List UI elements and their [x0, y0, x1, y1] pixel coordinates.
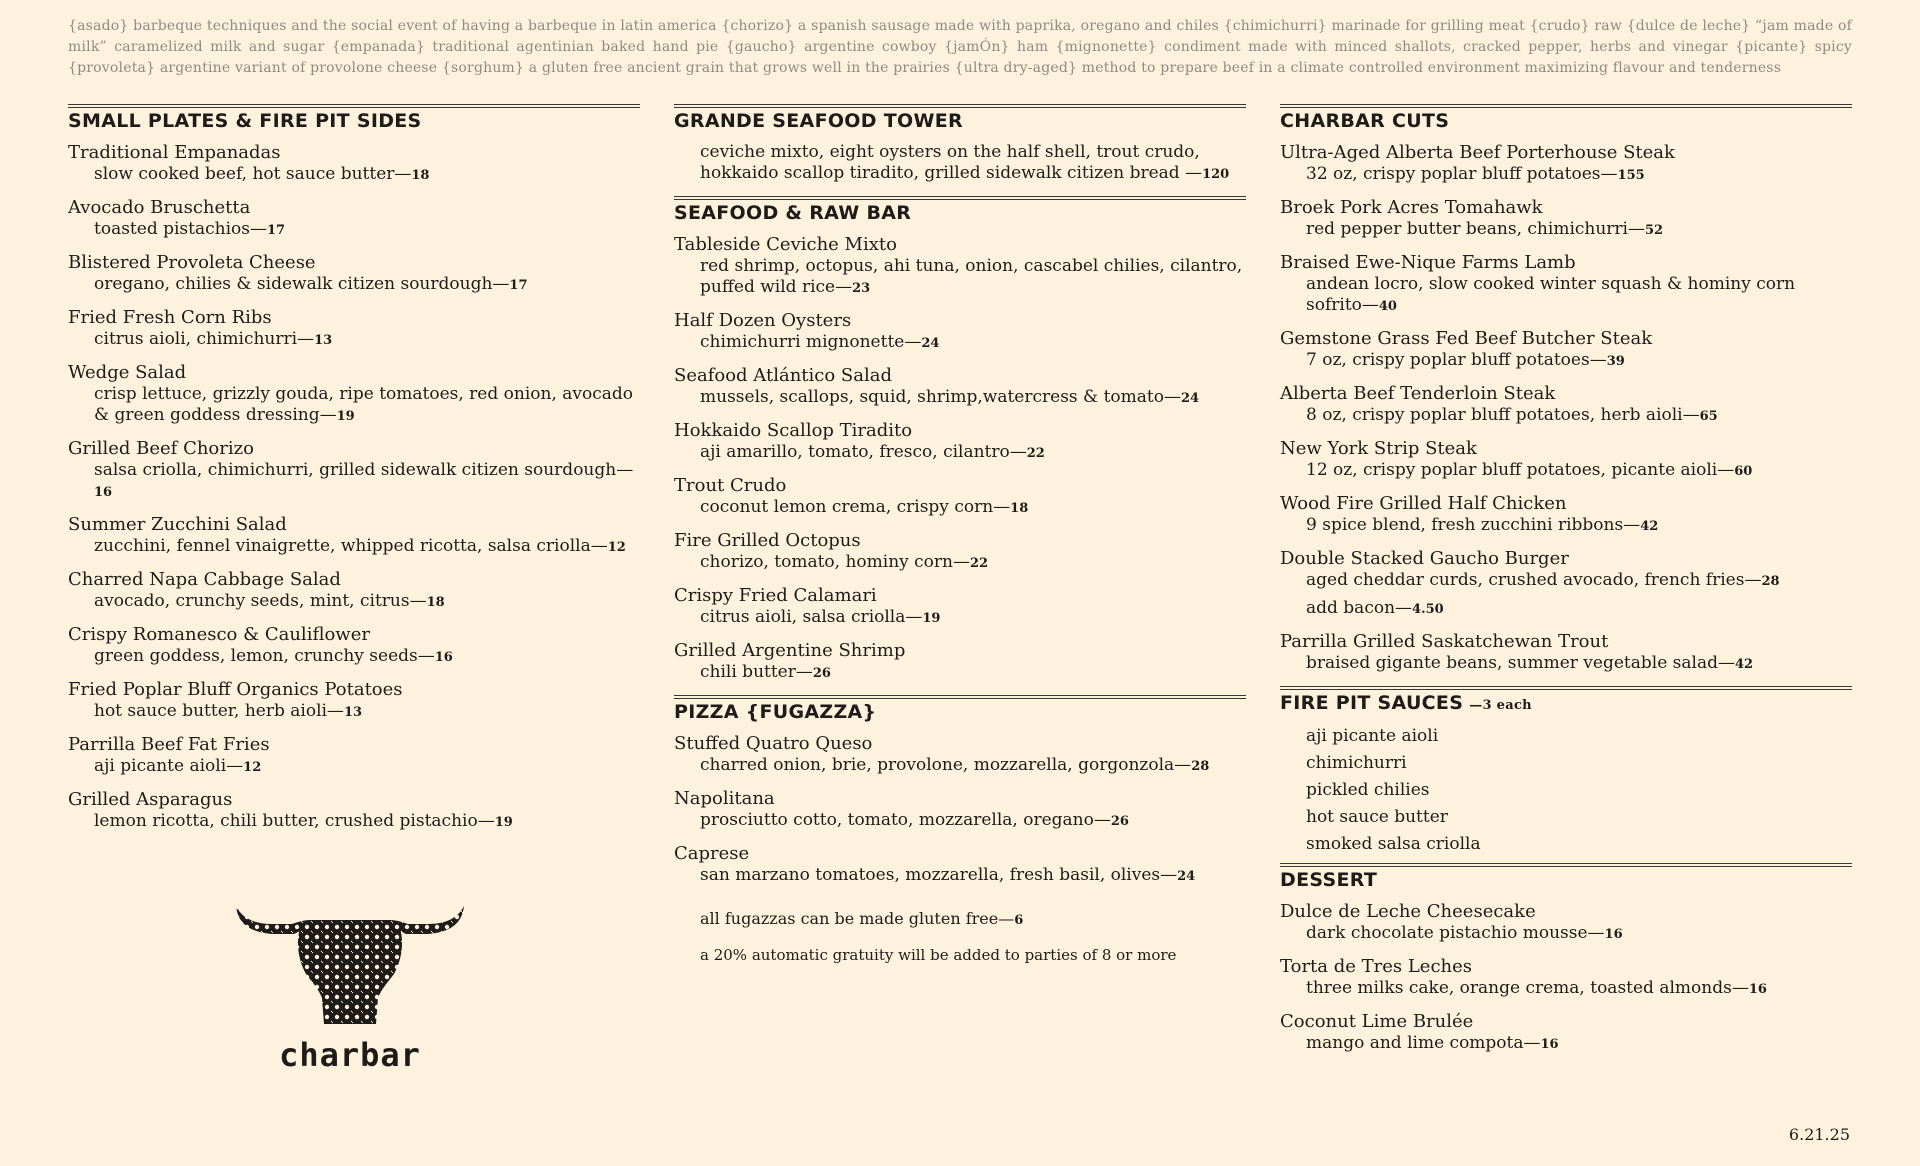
item-description: coconut lemon crema, crispy corn— — [700, 497, 1011, 517]
menu-item — [68, 514, 640, 558]
item-price: 16 — [94, 485, 113, 500]
gratuity-note: a 20% automatic gratuity will be added to parties of 8 or more — [700, 946, 1177, 964]
item-price: 16 — [1540, 1037, 1559, 1052]
menu-item — [674, 234, 1246, 299]
item-description: zucchini, fennel vinaigrette, whipped ricotta, salsa criolla— — [94, 536, 608, 556]
sauces-title-text: FIRE PIT SAUCES — [1280, 692, 1464, 714]
item-price: 16 — [434, 650, 453, 665]
item-description: 7 oz, crispy poplar bluff potatoes— — [1306, 350, 1607, 370]
item-name: Fried Fresh Corn Ribs — [68, 307, 272, 328]
item-extra: add bacon— — [1306, 598, 1413, 618]
section-title-charbar-cuts: CHARBAR CUTS — [1280, 104, 1852, 134]
item-name: Blistered Provoleta Cheese — [68, 252, 316, 273]
item-name: Charred Napa Cabbage Salad — [68, 569, 341, 590]
item-name: Wedge Salad — [68, 362, 187, 383]
menu-item — [674, 420, 1246, 464]
menu-item — [674, 843, 1246, 887]
item-name: Ultra-Aged Alberta Beef Porterhouse Steak — [1280, 142, 1675, 163]
menu-item — [68, 679, 640, 723]
item-name: Grilled Argentine Shrimp — [674, 640, 906, 661]
item-price: 42 — [1640, 519, 1659, 534]
sauce-item: smoked salsa criolla — [1306, 834, 1481, 854]
item-price: 24 — [1177, 869, 1196, 884]
item-price: 65 — [1699, 409, 1718, 424]
item-name: Fire Grilled Octopus — [674, 530, 861, 551]
item-description: 9 spice blend, fresh zucchini ribbons— — [1306, 515, 1641, 535]
menu-item — [674, 530, 1246, 574]
item-description: hot sauce butter, herb aioli— — [94, 701, 344, 721]
item-description: chili butter— — [700, 662, 813, 682]
column-small-plates — [68, 104, 640, 844]
item-name: Half Dozen Oysters — [674, 310, 852, 331]
item-price: 26 — [812, 666, 831, 681]
item-name: New York Strip Steak — [1280, 438, 1477, 459]
menu-item — [68, 142, 640, 186]
menu-item — [674, 788, 1246, 832]
item-description: andean locro, slow cooked winter squash & hominy corn sofrito— — [1306, 274, 1796, 315]
item-price: 22 — [1026, 446, 1045, 461]
item-price: 17 — [509, 278, 528, 293]
item-name: Trout Crudo — [674, 475, 787, 496]
item-price: 17 — [266, 223, 286, 238]
item-name: Crispy Romanesco & Cauliflower — [68, 624, 370, 645]
item-price: 24 — [921, 336, 940, 351]
item-description: chorizo, tomato, hominy corn— — [700, 552, 970, 572]
item-name: Wood Fire Grilled Half Chicken — [1280, 493, 1567, 514]
menu-item — [674, 310, 1246, 354]
menu-item — [68, 252, 640, 296]
item-description: avocado, crunchy seeds, mint, citrus— — [94, 591, 427, 611]
item-description: chimichurri mignonette— — [700, 332, 922, 352]
item-name: Stuffed Quatro Queso — [674, 733, 873, 754]
item-price: 120 — [1202, 167, 1230, 182]
item-description: charred onion, brie, provolone, mozzarella, gorgonzola— — [700, 755, 1192, 775]
section-title-seafood-tower: GRANDE SEAFOOD TOWER — [674, 104, 1246, 134]
cuts-list — [1280, 142, 1852, 675]
menu-item — [68, 569, 640, 613]
menu-item — [1280, 252, 1852, 317]
section-title-seafood-raw-bar: SEAFOOD & RAW BAR — [674, 196, 1246, 226]
item-description: aji amarillo, tomato, fresco, cilantro— — [700, 442, 1027, 462]
item-description: mussels, scallops, squid, shrimp,watercress & tomato— — [700, 387, 1181, 407]
item-name: Parrilla Beef Fat Fries — [68, 734, 270, 755]
item-price: 12 — [607, 540, 626, 555]
dessert-list — [1280, 901, 1852, 1055]
item-description: lemon ricotta, chili butter, crushed pistachio— — [94, 811, 495, 831]
seafood-tower-item — [674, 142, 1246, 185]
section-title-pizza: PIZZA {FUGAZZA} — [674, 695, 1246, 725]
item-name: Fried Poplar Bluff Organics Potatoes — [68, 679, 403, 700]
item-name: Grilled Beef Chorizo — [68, 438, 254, 459]
small-plates-list — [68, 142, 640, 833]
item-price: 52 — [1645, 223, 1664, 238]
logo-text: charbar — [279, 1036, 421, 1074]
item-price: 155 — [1617, 168, 1645, 183]
item-description: san marzano tomatoes, mozzarella, fresh basil, olives— — [700, 865, 1178, 885]
item-description: aged cheddar curds, crushed avocado, french fries— — [1306, 570, 1762, 590]
column-cuts — [1280, 104, 1852, 1066]
menu-item — [1280, 383, 1852, 427]
menu-item — [674, 365, 1246, 409]
item-price: 19 — [494, 815, 513, 830]
item-price: 24 — [1180, 391, 1200, 406]
item-price: 16 — [1604, 927, 1623, 942]
item-price: 22 — [970, 556, 989, 571]
menu-item — [674, 585, 1246, 629]
item-description: toasted pistachios— — [94, 219, 267, 239]
section-title-dessert: DESSERT — [1280, 863, 1852, 893]
item-description: 32 oz, crispy poplar bluff potatoes— — [1306, 164, 1618, 184]
item-name: Seafood Atlántico Salad — [674, 365, 892, 386]
menu-item — [68, 307, 640, 351]
item-price: 18 — [1010, 501, 1029, 516]
item-name: Avocado Bruschetta — [68, 197, 251, 218]
menu-item — [674, 733, 1246, 777]
item-name: Napolitana — [674, 788, 775, 809]
item-name: Parrilla Grilled Saskatchewan Trout — [1280, 631, 1609, 652]
item-price: 18 — [426, 595, 445, 610]
menu-item — [1280, 493, 1852, 537]
item-name: Gemstone Grass Fed Beef Butcher Steak — [1280, 328, 1653, 349]
sauces-list — [1280, 726, 1852, 855]
item-description: red pepper butter beans, chimichurri— — [1306, 219, 1645, 239]
item-price: 18 — [411, 168, 430, 183]
item-price: 19 — [922, 611, 941, 626]
sauces-price: —3 each — [1469, 698, 1532, 713]
item-name: Crispy Fried Calamari — [674, 585, 877, 606]
item-name: Hokkaido Scallop Tiradito — [674, 420, 913, 441]
menu-date: 6.21.25 — [1788, 1125, 1850, 1144]
item-description: 12 oz, crispy poplar bluff potatoes, picante aioli— — [1306, 460, 1735, 480]
item-name: Tableside Ceviche Mixto — [674, 234, 897, 255]
menu-item — [1280, 328, 1852, 372]
item-name: Double Stacked Gaucho Burger — [1280, 548, 1569, 569]
item-description: citrus aioli, chimichurri— — [94, 329, 315, 349]
gluten-free-note — [674, 908, 1246, 931]
item-description: red shrimp, octopus, ahi tuna, onion, cascabel chilies, cilantro, puffed wild rice— — [700, 256, 1243, 297]
item-name: Coconut Lime Brulée — [1280, 1011, 1474, 1032]
item-description: three milks cake, orange crema, toasted almonds— — [1306, 978, 1749, 998]
item-name: Broek Pork Acres Tomahawk — [1280, 197, 1543, 218]
item-name: Caprese — [674, 843, 750, 864]
item-name: Summer Zucchini Salad — [68, 514, 287, 535]
item-name: Torta de Tres Leches — [1280, 956, 1473, 977]
menu-item — [1280, 956, 1852, 1000]
menu-item — [1280, 901, 1852, 945]
seafood-list — [674, 234, 1246, 684]
charbar-logo — [232, 902, 468, 1074]
item-name: Traditional Empanadas — [68, 142, 281, 163]
item-price: 60 — [1734, 464, 1753, 479]
pizza-list — [674, 733, 1246, 887]
item-description: oregano, chilies & sidewalk citizen sourdough— — [94, 274, 510, 294]
item-description: dark chocolate pistachio mousse— — [1306, 923, 1605, 943]
item-price: 40 — [1378, 299, 1397, 314]
item-price: 28 — [1191, 759, 1210, 774]
item-price: 12 — [243, 760, 262, 775]
section-title-sauces — [1280, 686, 1852, 718]
item-price: 13 — [314, 333, 333, 348]
sauce-item: pickled chilies — [1306, 780, 1430, 800]
gluten-free-price: 6 — [1014, 913, 1024, 928]
item-description: aji picante aioli— — [94, 756, 244, 776]
menu-item — [1280, 438, 1852, 482]
item-description: salsa criolla, chimichurri, grilled sidewalk citizen sourdough— — [94, 460, 634, 480]
item-price: 26 — [1110, 814, 1129, 829]
section-title-small-plates: SMALL PLATES & FIRE PIT SIDES — [68, 104, 640, 134]
menu-item — [1280, 142, 1852, 186]
item-price: 16 — [1748, 982, 1767, 997]
menu-item — [68, 362, 640, 427]
item-description: mango and lime compota— — [1306, 1033, 1541, 1053]
item-description: braised gigante beans, summer vegetable salad— — [1306, 653, 1735, 673]
item-price: 39 — [1606, 354, 1625, 369]
item-name: Grilled Asparagus — [68, 789, 233, 810]
item-price: 28 — [1761, 574, 1780, 589]
menu-item — [68, 197, 640, 241]
item-name: Dulce de Leche Cheesecake — [1280, 901, 1536, 922]
menu-item — [68, 624, 640, 668]
item-price: 19 — [336, 409, 355, 424]
item-description: prosciutto cotto, tomato, mozzarella, oregano— — [700, 810, 1111, 830]
item-price: 23 — [852, 281, 871, 296]
item-description: citrus aioli, salsa criolla— — [700, 607, 923, 627]
bull-head-icon — [232, 902, 468, 1030]
menu-item — [1280, 631, 1852, 675]
item-description: ceviche mixto, eight oysters on the half shell, trout crudo, hokkaido scallop tiradito, grilled sidewalk citizen bread — — [700, 142, 1203, 183]
menu-item — [68, 734, 640, 778]
menu-item — [1280, 1011, 1852, 1055]
menu-item — [68, 789, 640, 833]
menu-item — [1280, 548, 1852, 620]
item-description: crisp lettuce, grizzly gouda, ripe tomatoes, red onion, avocado & green goddess dressing— — [94, 384, 634, 425]
sauce-item: aji picante aioli — [1306, 726, 1439, 746]
item-description: slow cooked beef, hot sauce butter— — [94, 164, 412, 184]
sauce-item: chimichurri — [1306, 753, 1407, 773]
menu-item — [68, 438, 640, 503]
item-name: Alberta Beef Tenderloin Steak — [1280, 383, 1556, 404]
menu-item — [1280, 197, 1852, 241]
menu-item — [674, 640, 1246, 684]
gluten-free-note-text: all fugazzas can be made gluten free— — [700, 909, 1015, 928]
column-seafood — [674, 104, 1246, 980]
item-price: 42 — [1734, 657, 1754, 672]
menu-item — [674, 475, 1246, 519]
item-name: Braised Ewe-Nique Farms Lamb — [1280, 252, 1576, 273]
item-price: 13 — [343, 705, 363, 720]
item-extra-price: 4.50 — [1412, 602, 1444, 617]
glossary-text: {asado} barbeque techniques and the social event of having a barbeque in latin america {chorizo} a spanish sausage made with paprika, oregano and chiles {chimichurri} marinade for grilling meat {crudo} raw {dulce de leche} “jam made of milk” caramelized milk and sugar {empanada} traditional agentinian baked hand pie {gaucho} argentine cowboy {jamÓn} ham {mignonette} condiment made with minced shallots, cracked pepper, herbs and vinegar {picante} spicy {provoleta} argentine variant of provolone cheese {sorghum} a gluten free ancient grain that grows well in the prairies {ultra dry-aged} method to prepare beef in a climate controlled environment maximizing flavour and tenderness — [68, 18, 1852, 76]
item-description: 8 oz, crispy poplar bluff potatoes, herb aioli— — [1306, 405, 1700, 425]
item-description: green goddess, lemon, crunchy seeds— — [94, 646, 435, 666]
sauce-item: hot sauce butter — [1306, 807, 1448, 827]
